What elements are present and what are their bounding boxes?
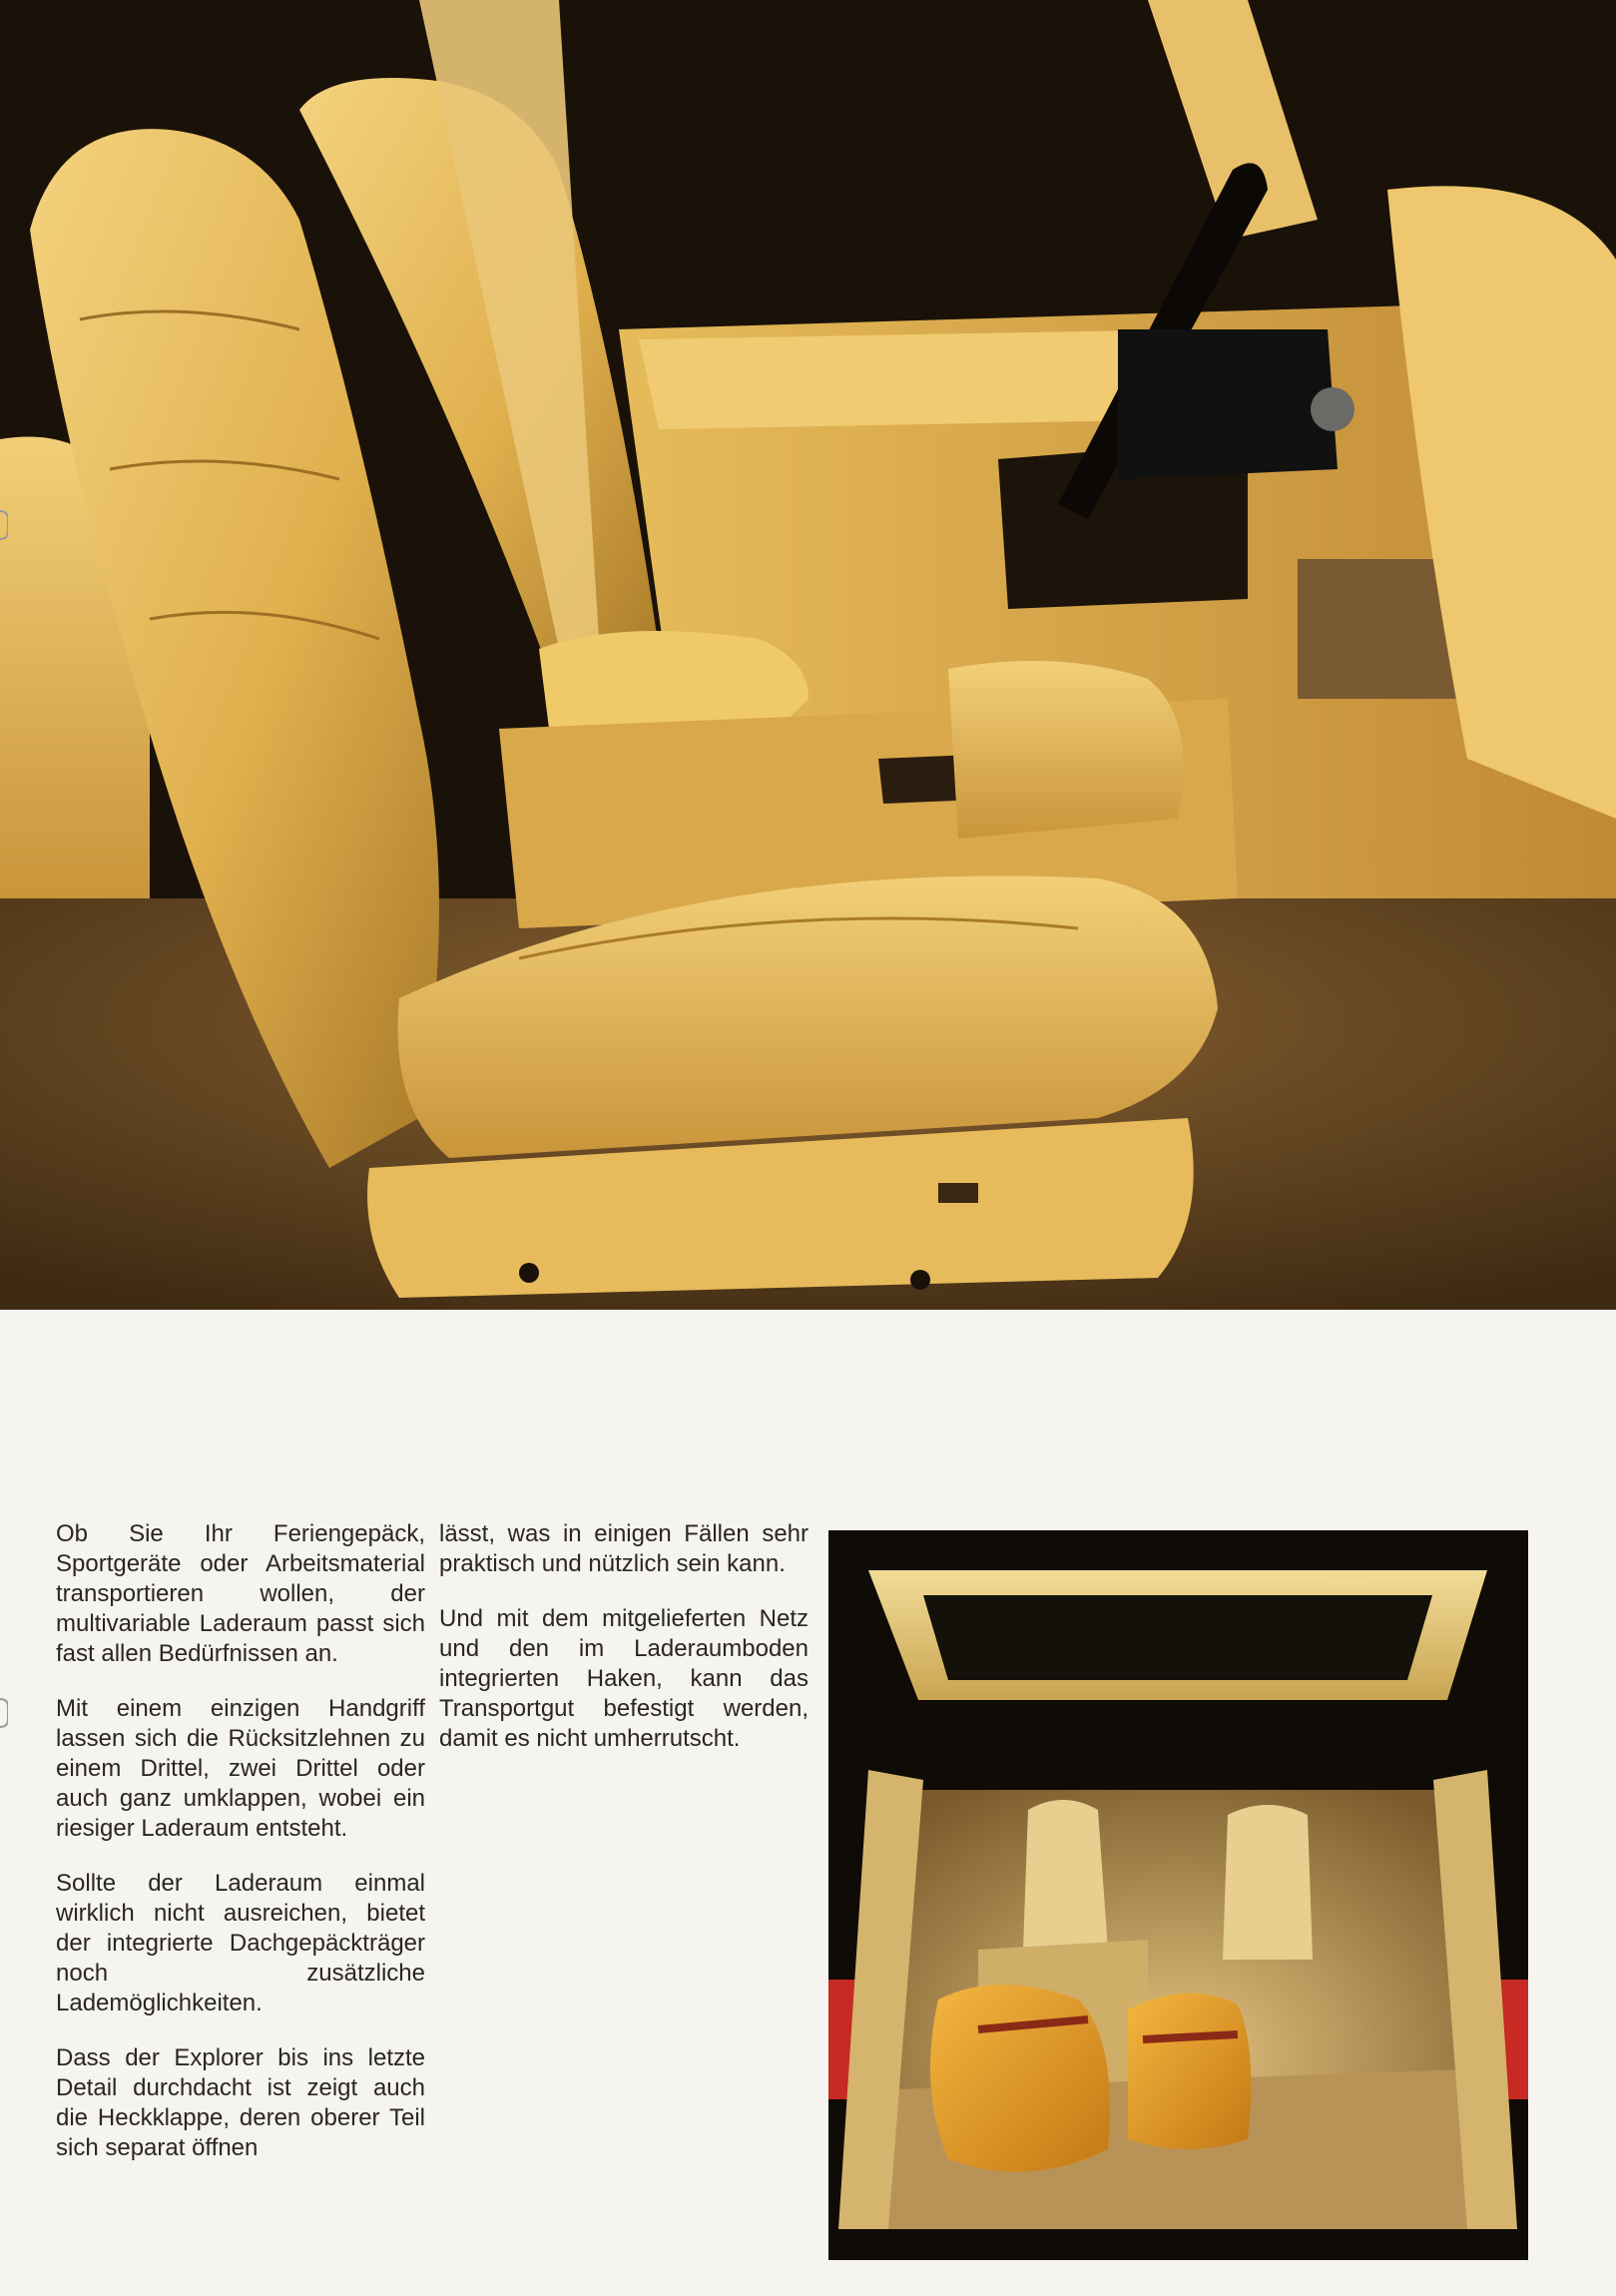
text-column-right	[439, 1519, 808, 1779]
paragraph: Mit einem einzigen Handgriff lassen sich die Rücksitzlehnen zu einem Drittel, zwei Drittel oder auch ganz umklappen, wobei ein riesiger Laderaum entsteht.	[56, 1695, 425, 1842]
cargo-area-with-bags-image	[828, 1530, 1528, 2260]
paragraph: lässt, was in einigen Fällen sehr praktisch und nützlich sein kann.	[439, 1520, 808, 1577]
text-column-left	[56, 1519, 425, 2188]
staple-icon	[0, 1697, 8, 1729]
paragraph: Und mit dem mitgelieferten Netz und den im Laderaumboden integrierten Haken, kann das Transportgut befestigt werden, damit es nicht umherrutscht.	[439, 1605, 808, 1752]
paragraph: Dass der Explorer bis ins letzte Detail durchdacht ist zeigt auch die Heckklappe, deren oberer Teil sich separat öffnen	[56, 2044, 425, 2161]
paragraph: Ob Sie Ihr Feriengepäck, Sportgeräte oder Arbeitsmaterial transportieren wollen, der multivariable Laderaum passt sich fast allen Bedürfnissen an.	[56, 1520, 425, 1667]
staple-icon	[0, 509, 8, 541]
paragraph: Sollte der Laderaum einmal wirklich nicht ausreichen, bietet der integrierte Dachgepäckträger noch zusätzliche Lademöglichkeiten.	[56, 1870, 425, 2016]
cargo-area-photo	[828, 1530, 1528, 2260]
